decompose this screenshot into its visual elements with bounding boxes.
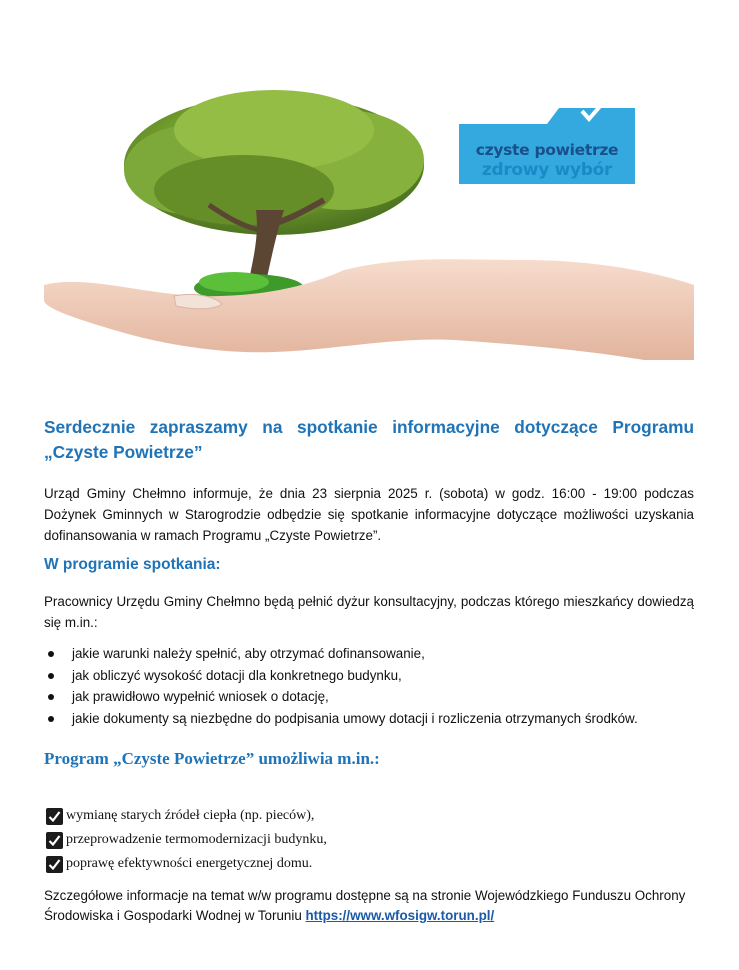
footer-text: Szczegółowe informacje na temat w/w programu dostępne są na stronie Wojewódzkiego Funduszu Ochrony Środowiska i Gospodarki Wodnej w Toruniu [44, 888, 686, 923]
logo-line-2: zdrowy wybór [481, 160, 613, 180]
list-item-text: jak obliczyć wysokość dotacji dla konkretnego budynku, [72, 667, 402, 683]
intro-paragraph: Urząd Gminy Chełmno informuje, że dnia 23 sierpnia 2025 r. (sobota) w godz. 16:00 - 19:00 podczas Dożynek Gminnych w Starogrodzie odbędzie się spotkanie informacyjne dotyczące możliwości uzyskania dofinansowania w ramach Programu „Czyste Powietrze”. [44, 486, 694, 543]
checkmark-icon [46, 832, 63, 849]
check-item [46, 829, 327, 853]
check-item-text: przeprowadzenie termomodernizacji budynku, [66, 832, 327, 847]
program-benefits-heading: Program „Czyste Powietrze” umożliwia m.in.: [44, 749, 380, 768]
list-item-text: jakie warunki należy spełnić, aby otrzymać dofinansowanie, [72, 646, 425, 661]
topics-list [44, 643, 704, 729]
logo-line-1: czyste powietrze [475, 141, 619, 159]
benefits-list [46, 805, 327, 877]
checkmark-icon [46, 856, 63, 873]
list-item-text: jakie dokumenty są niezbędne do podpisania umowy dotacji i rozliczenia otrzymanych środków. [72, 710, 638, 726]
meeting-paragraph: Pracownicy Urzędu Gminy Chełmno będą pełnić dyżur konsultacyjny, podczas którego mieszkańcy dowiedzą się m.in.: [44, 594, 694, 630]
wfosigw-link[interactable]: https://www.wfosigw.torun.pl/ [305, 908, 495, 923]
bullet-icon [48, 694, 54, 700]
bullet-icon [48, 673, 54, 679]
check-item-text: poprawę efektywności energetycznej domu. [66, 856, 313, 871]
list-item [44, 665, 704, 687]
meeting-program-heading: W programie spotkania: [44, 556, 221, 573]
check-item [46, 853, 327, 877]
check-item-text: wymianę starych źródeł ciepła (np. pieców), [66, 808, 315, 823]
list-item [44, 686, 704, 708]
list-item [44, 708, 704, 730]
bullet-icon [48, 651, 54, 657]
czyste-powietrze-logo [459, 108, 635, 184]
page-title: Serdecznie zapraszamy na spotkanie informacyjne dotyczące Programu „Czyste Powietrze” [44, 417, 694, 462]
bullet-icon [48, 716, 54, 722]
list-item-text: jak prawidłowo wypełnić wniosek o dotację, [72, 689, 329, 704]
tree-in-hand-illustration [44, 60, 694, 360]
list-item [44, 643, 704, 665]
footer-info [44, 886, 704, 926]
checkmark-icon [46, 808, 63, 825]
check-item [46, 805, 327, 829]
